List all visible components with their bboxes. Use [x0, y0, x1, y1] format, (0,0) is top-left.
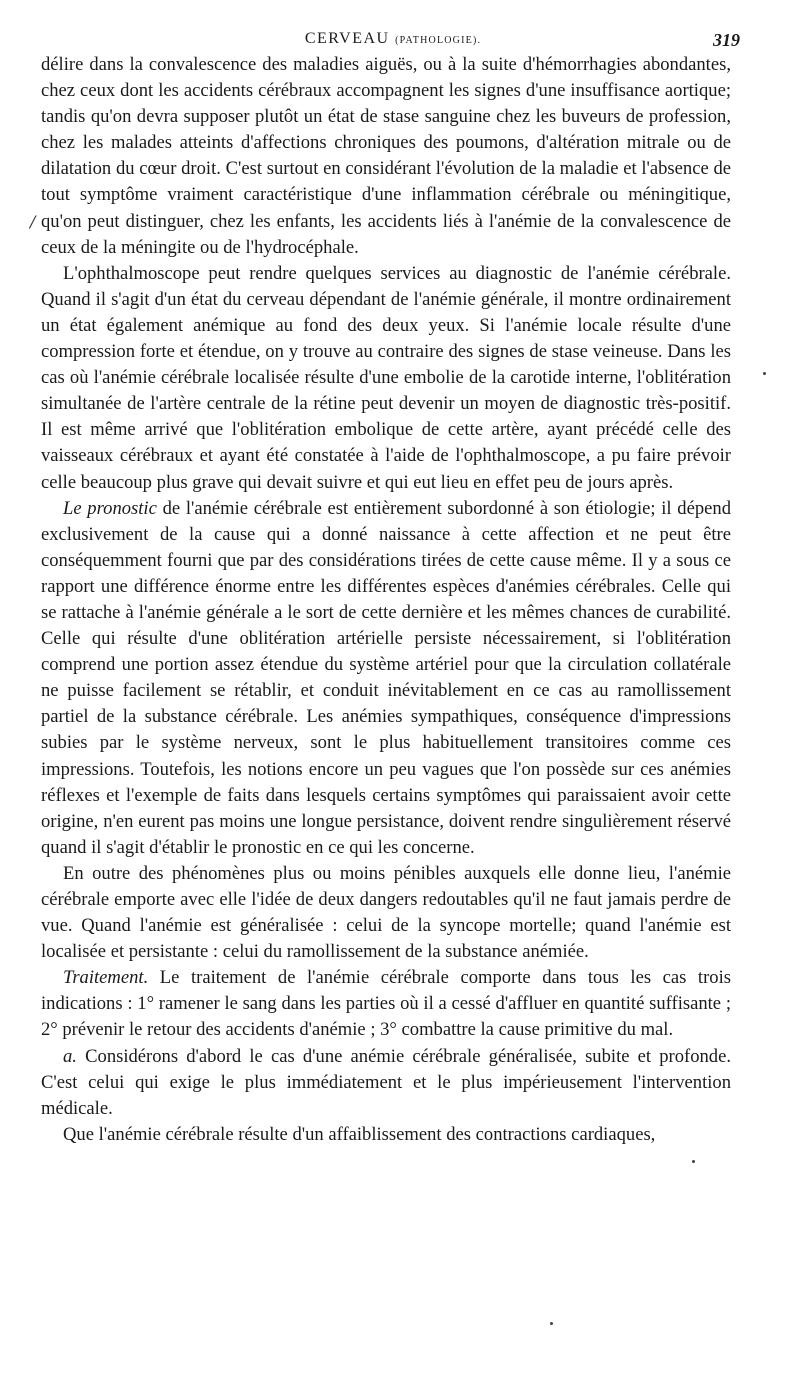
- margin-mark: /: [30, 212, 36, 231]
- paragraph-lead: Traitement.: [63, 967, 149, 989]
- running-title-main: CERVEAU: [304, 30, 390, 47]
- paragraph-text: de l'anémie cérébrale est entièrement subordonné à son étiologie; il dépend exclusivement de la cause qui a donné naissance à cette affection et ne peut être conséquemment fourni que par des considérations tirées de cette cause même. Il y a sous ce rapport une différence énorme entre les différentes espèces d'anémies cérébrales. Celle qui se rattache à l'anémie générale a le sort de cette dernière et les mêmes chances de curabilité. Celle qui résulte d'une oblitération artérielle persiste nécessairement, si l'oblitération comprend une portion assez étendue du système artériel pour que la circulation collatérale ne puisse facilement se rétablir, et conduit inévitablement en ce cas au ramollissement partiel de la substance cérébrale. Les anémies sympathiques, conséquence d'impressions subies par le système nerveux, sont le plus habituellement transitoires comme ces impressions. Toutefois, les notions encore un peu vagues que l'on possède sur ces anémies réflexes et l'exemple de faits dans lesquels certains symptômes qui paraissaient avoir cette origine, n'en eurent pas moins une longue persistance, doivent rendre singulièrement réservé quand il s'agit d'établir le pronostic en ce qui les concerne.: [41, 497, 732, 858]
- paragraph-text: délire dans la convalescence des maladies aiguës, ou à la suite d'hémorrhagies abondantes, chez ceux dont les accidents cérébraux accompagnent les signes d'une insuffisance aortique; tandis qu'on devra supposer plutôt un état de stase sanguine chez les buveurs de profession, chez les malades atteints d'affections chroniques des poumons, d'altération mitrale ou de dilatation du cœur droit. C'est surtout en considérant l'évolution de la maladie et l'absence de tout symptôme vraiment caractéristique d'une inflammation cérébrale ou méningitique, qu'on peut distinguer, chez les enfants, les accidents liés à l'anémie de la convalescence de ceux de la méningite ou de l'hydrocéphale.: [41, 54, 731, 258]
- body-text: [41, 52, 731, 1148]
- paragraph-text: L'ophthalmoscope peut rendre quelques services au diagnostic de l'anémie cérébrale. Quand il s'agit d'un état du cerveau dépendant de l'anémie générale, il montre ordinairement un état également anémique au fond des deux yeux. Si l'anémie locale résulte d'une compression forte et étendue, on y trouve au contraire des signes de stase veineuse. Dans les cas où l'anémie cérébrale localisée résulte d'une embolie de la carotide interne, l'oblitération simultanée de l'artère centrale de la rétine peut devenir un moyen de diagnostic très-positif. Il est même arrivé que l'oblitération embolique de cette artère, ayant précédé celle des vaisseaux cérébraux et ayant été constatée à l'aide de l'ophthalmoscope, a pu faire prévoir celle beaucoup plus grave qui devait suivre et qui eut lieu en effet peu de jours après.: [41, 262, 731, 493]
- paragraph-continuation: [41, 52, 731, 261]
- paragraph-text: Considérons d'abord le cas d'une anémie cérébrale généralisée, subite et profonde. C'est celui qui exige le plus immédiatement et le plus impérieusement l'intervention médicale.: [41, 1045, 731, 1119]
- page-number: 319: [713, 30, 740, 50]
- paragraph-final: [41, 1122, 731, 1148]
- paragraph-text: Que l'anémie cérébrale résulte d'un affaiblissement des contractions cardiaques,: [63, 1123, 656, 1145]
- paragraph-lead: Le pronostic: [63, 497, 157, 519]
- scan-speck: [550, 1322, 553, 1325]
- paragraph-dangers: [41, 861, 731, 965]
- page-header: [46, 30, 740, 52]
- running-title: [46, 30, 740, 48]
- scan-speck: [692, 1160, 695, 1163]
- running-title-sub: (PATHOLOGIE).: [395, 35, 482, 46]
- paragraph-pronostic: [41, 496, 731, 861]
- paragraph-point-a: [41, 1044, 731, 1122]
- paragraph-lead: a.: [63, 1045, 77, 1067]
- paragraph-ophthalmoscope: [41, 261, 731, 496]
- scan-speck: [763, 372, 766, 375]
- paragraph-text: Le traitement de l'anémie cérébrale comporte dans tous les cas trois indications : 1° ramener le sang dans les parties où il a cessé d'affluer en quantité suffisante ; 2° prévenir le retour des accidents d'anémie ; 3° combattre la cause primitive du mal.: [41, 967, 731, 1041]
- paragraph-text: En outre des phénomènes plus ou moins pénibles auxquels elle donne lieu, l'anémie cérébrale emporte avec elle l'idée de deux dangers redoutables qu'il ne faut jamais perdre de vue. Quand l'anémie est généralisée : celui de la syncope mortelle; quand l'anémie est localisée et persistante : celui du ramollissement de la substance anémiée.: [41, 862, 731, 963]
- paragraph-traitement: [41, 965, 731, 1043]
